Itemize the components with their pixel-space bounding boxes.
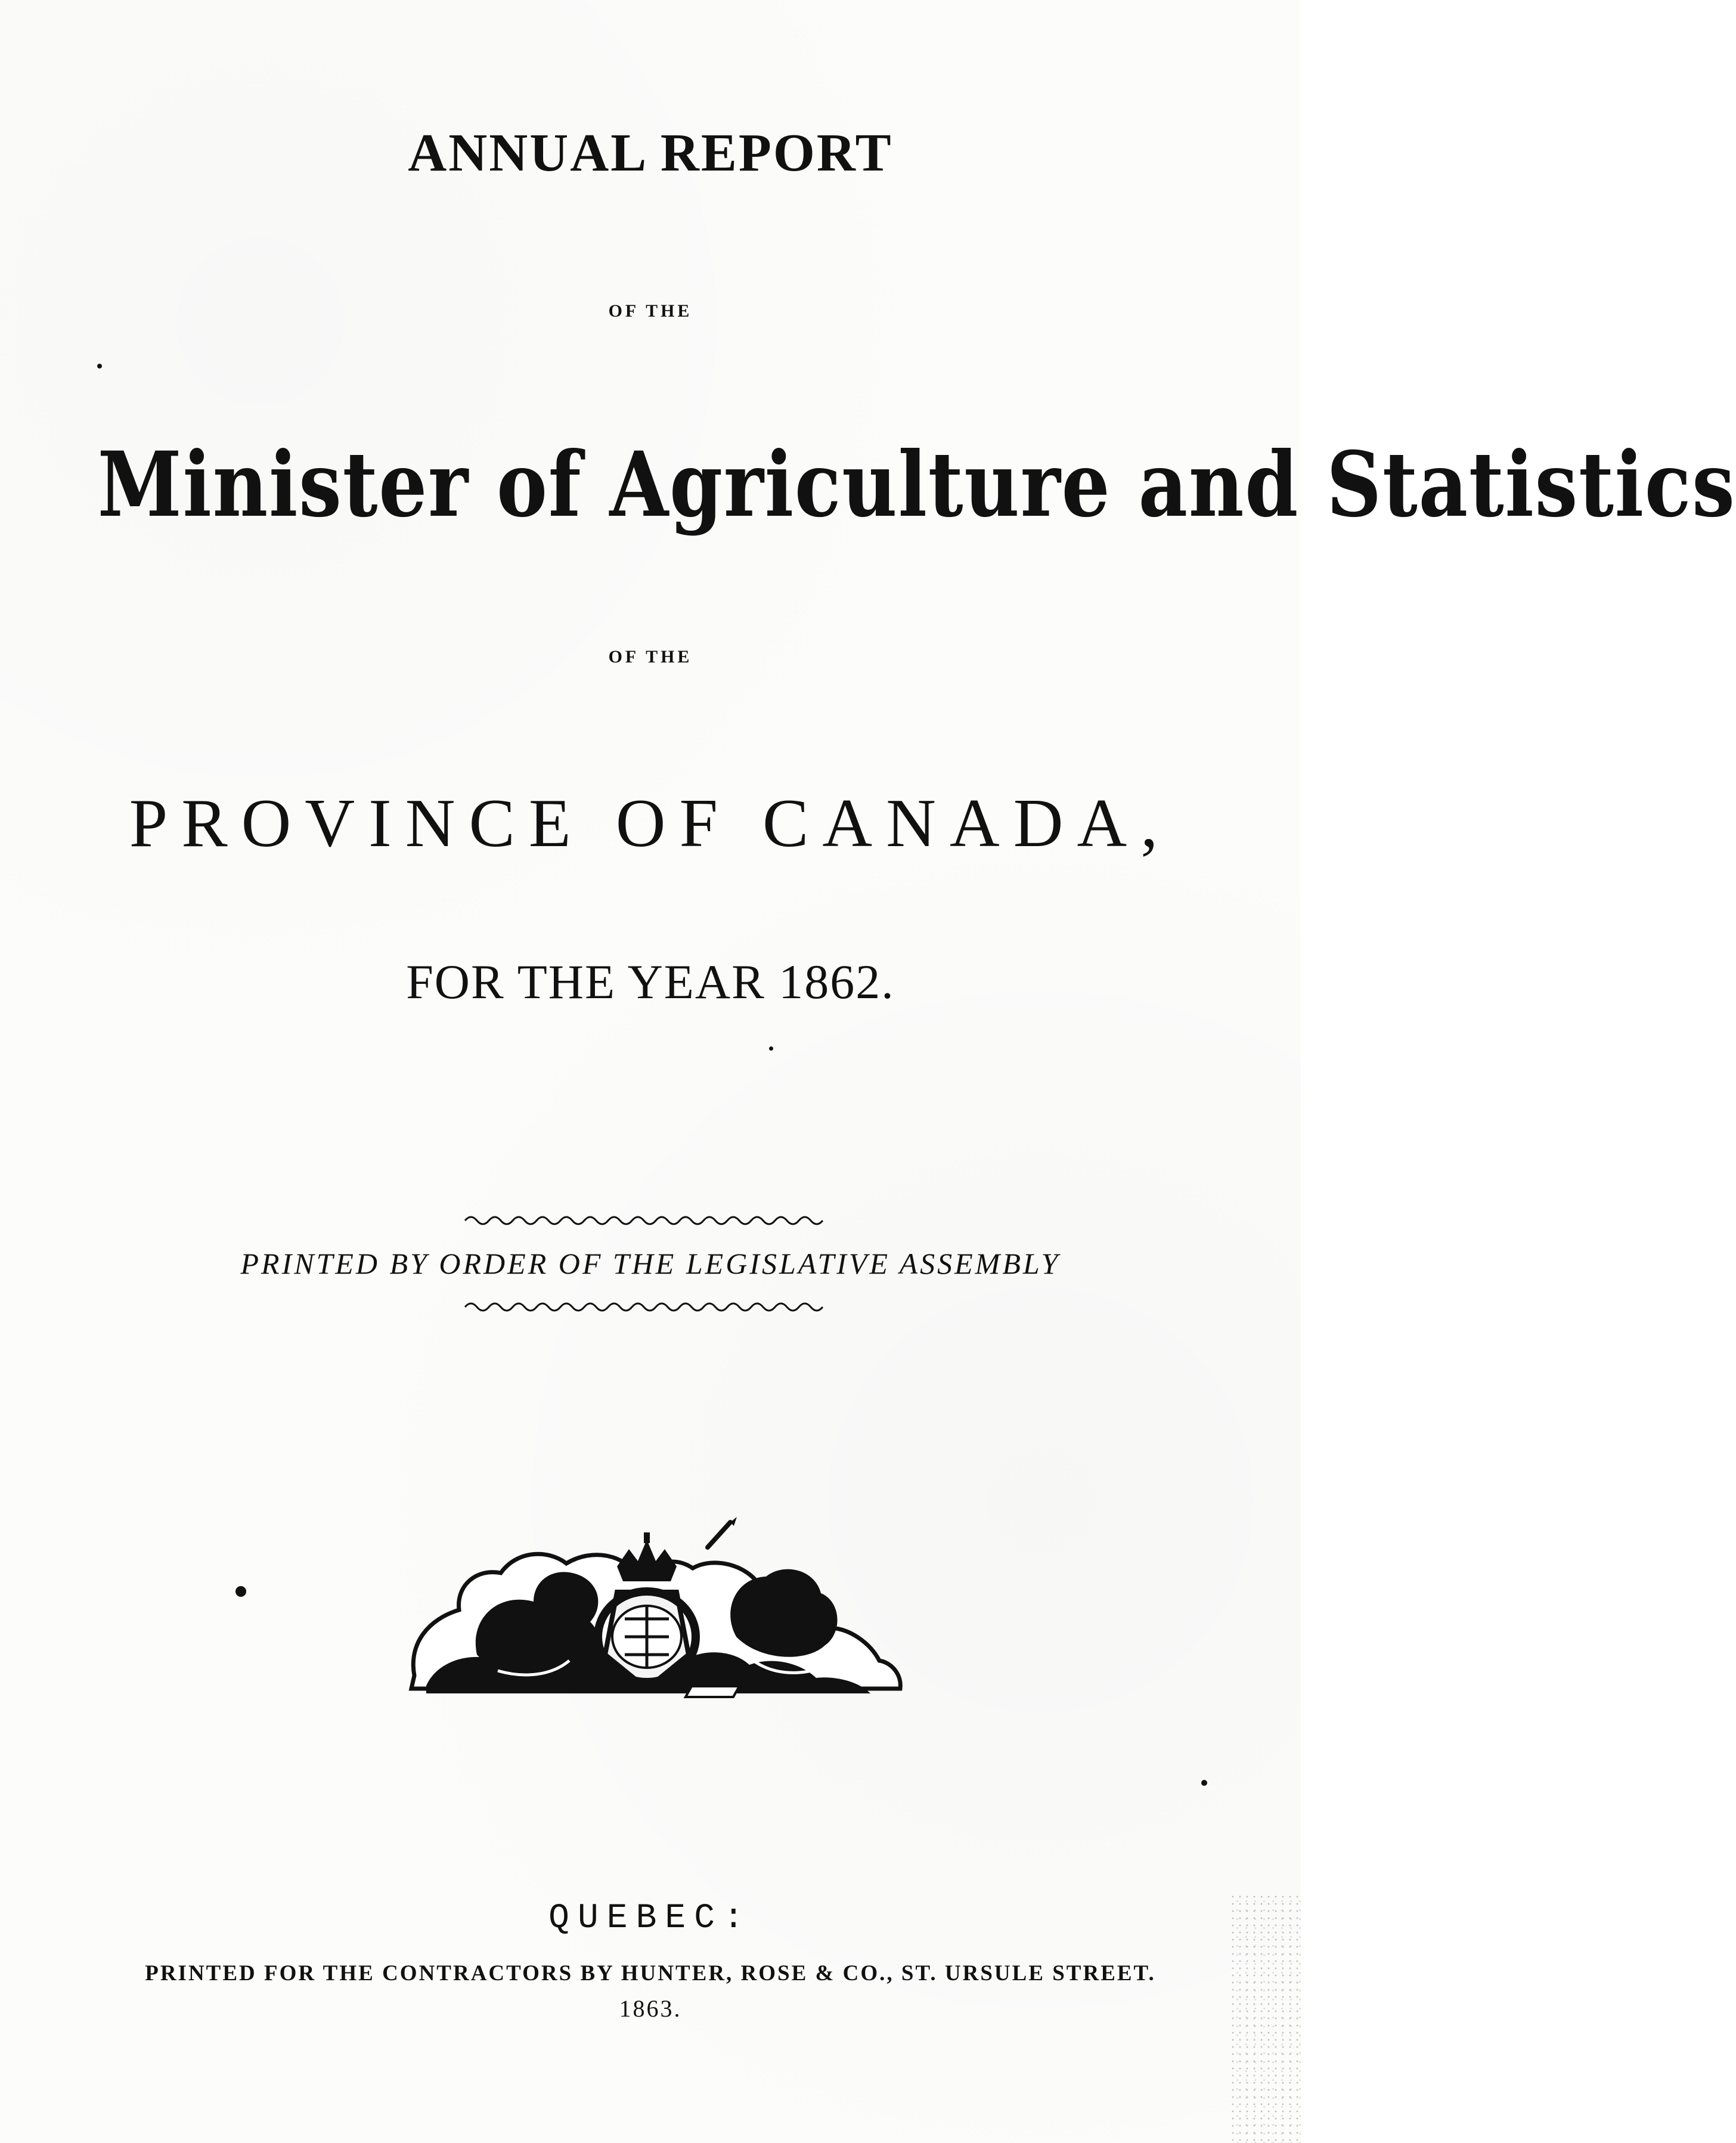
report-year: FOR THE YEAR 1862. <box>406 955 895 1009</box>
edge-scan-noise <box>1229 1893 1301 2143</box>
province-title: PROVINCE OF CANADA, <box>129 785 1172 862</box>
decorative-wave-rule-bottom <box>465 1300 823 1314</box>
ink-speck <box>1201 1780 1207 1786</box>
connector-of-the-one: OF THE <box>608 301 693 321</box>
ink-speck <box>235 1586 246 1597</box>
publisher-line: PRINTED FOR THE CONTRACTORS BY HUNTER, ROSE & CO., ST. URSULE STREET. <box>145 1961 1156 1986</box>
connector-of-the-two: OF THE <box>608 647 693 667</box>
printed-by-order-line: PRINTED BY ORDER OF THE LEGISLATIVE ASSEMBLY <box>240 1247 1061 1280</box>
royal-coat-of-arms-icon <box>373 1515 921 1729</box>
report-title: ANNUAL REPORT <box>408 123 893 182</box>
ink-speck <box>97 364 102 368</box>
minister-title: Minister of Agriculture and Statistics <box>97 432 1736 537</box>
ink-speck <box>769 1046 773 1051</box>
publication-place: QUEBEC: <box>548 1899 752 1938</box>
publication-year: 1863. <box>619 1995 682 2022</box>
decorative-wave-rule-top <box>465 1213 823 1228</box>
